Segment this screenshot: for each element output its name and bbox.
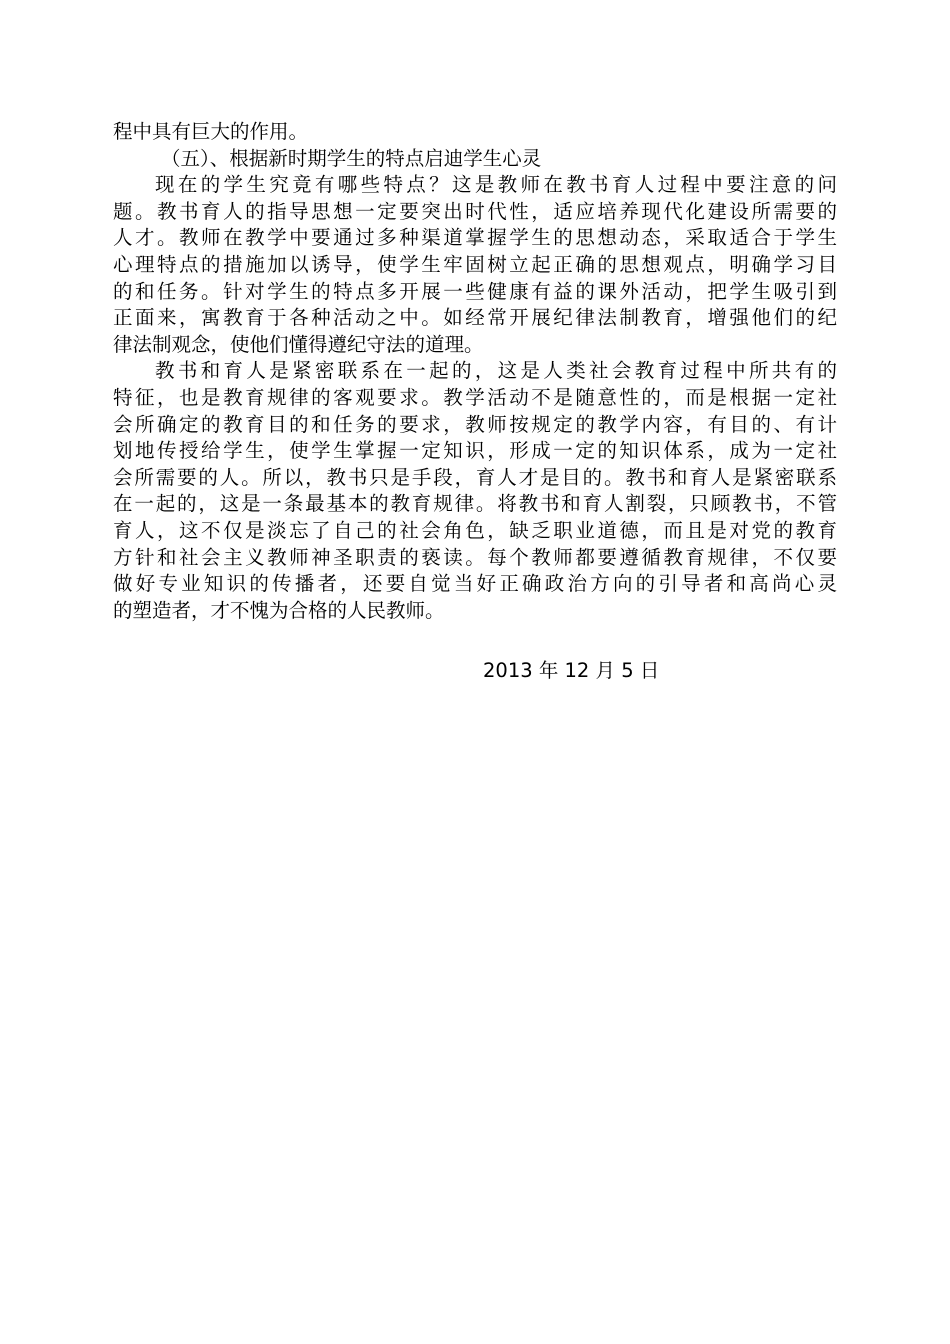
paragraph-line: 划地传授给学生，使学生掌握一定知识，形成一定的知识体系，成为一定社 xyxy=(113,439,837,463)
paragraph-line: 人才。教师在教学中要通过多种渠道掌握学生的思想动态，采取适合于学生 xyxy=(113,226,837,250)
continuation-line: 程中具有巨大的作用。 xyxy=(113,120,309,143)
paragraph-line: 做好专业知识的传播者，还要自觉当好正确政治方向的引导者和高尚心灵 xyxy=(113,572,837,596)
paragraph-students-characteristics xyxy=(113,172,837,358)
paragraph-line: 在一起的，这是一条最基本的教育规律。将教书和育人割裂，只顾教书，不管 xyxy=(113,492,837,516)
paragraph-line: 现在的学生究竟有哪些特点？这是教师在教书育人过程中要注意的问 xyxy=(155,173,837,197)
paragraph-line: 教书和育人是紧密联系在一起的，这是人类社会教育过程中所共有的 xyxy=(155,359,837,383)
paragraph-line: 心理特点的措施加以诱导，使学生牢固树立起正确的思想观点，明确学习目 xyxy=(113,252,837,276)
paragraph-line: 正面来，寓教育于各种活动之中。如经常开展纪律法制教育，增强他们的纪 xyxy=(113,306,837,330)
paragraph-teaching-and-educating xyxy=(113,358,837,624)
paragraph-line: 的塑造者，才不愧为合格的人民教师。 xyxy=(113,598,445,622)
paragraph-line: 特征，也是教育规律的客观要求。教学活动不是随意性的，而是根据一定社 xyxy=(113,385,837,409)
document-date: 2013 年 12 月 5 日 xyxy=(483,659,660,682)
paragraph-line: 会所需要的人。所以，教书只是手段，育人才是目的。教书和育人是紧密联系 xyxy=(113,465,837,489)
paragraph-line: 会所确定的教育目的和任务的要求，教师按规定的教学内容，有目的、有计 xyxy=(113,412,837,436)
paragraph-line: 方针和社会主义教师神圣职责的亵读。每个教师都要遵循教育规律，不仅要 xyxy=(113,545,837,569)
document-body xyxy=(113,119,837,624)
section-heading: （五）、根据新时期学生的特点启迪学生心灵 xyxy=(161,146,542,170)
paragraph-line: 的和任务。针对学生的特点多开展一些健康有益的课外活动，把学生吸引到 xyxy=(113,279,837,303)
paragraph-line: 题。教书育人的指导思想一定要突出时代性，适应培养现代化建设所需要的 xyxy=(113,199,837,223)
paragraph-line: 律法制观念，使他们懂得遵纪守法的道理。 xyxy=(113,332,484,356)
paragraph-line: 育人，这不仅是淡忘了自己的社会角色，缺乏职业道德，而且是对党的教育 xyxy=(113,518,837,542)
